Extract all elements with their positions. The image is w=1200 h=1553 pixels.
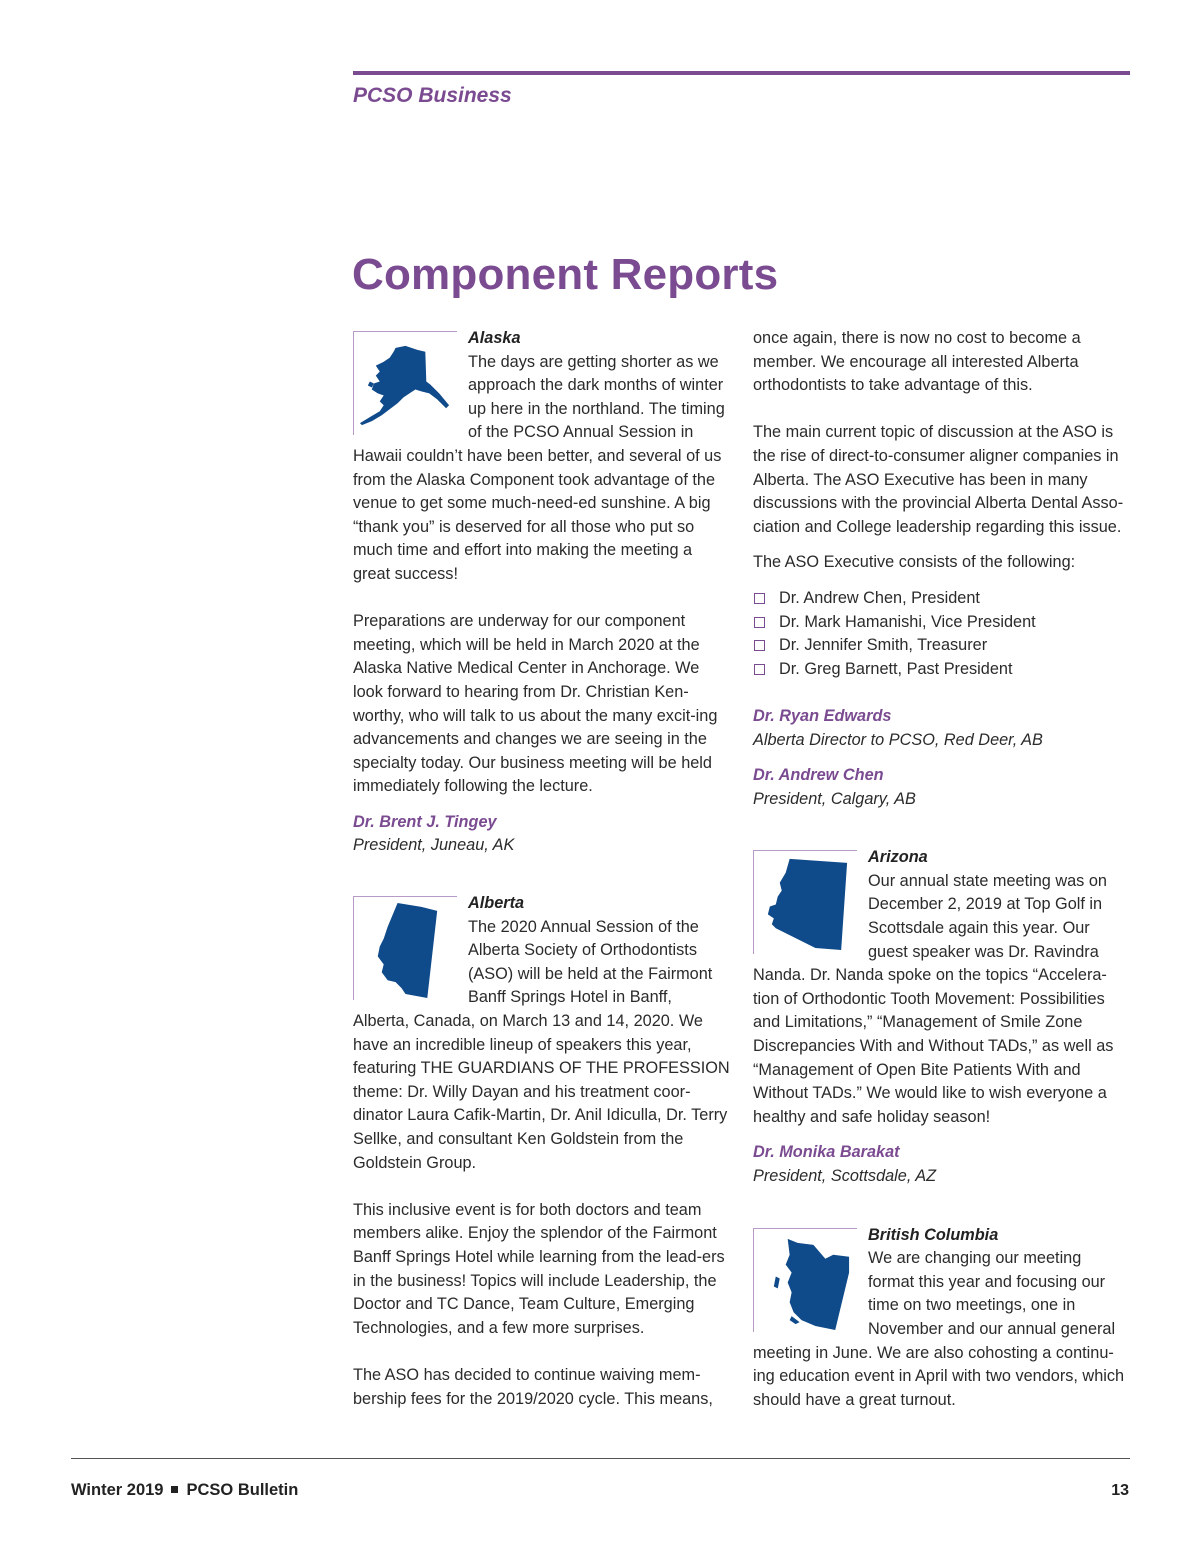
exec-intro: The ASO Executive consists of the following: xyxy=(753,553,1076,572)
alberta-paragraph-3: once again, there is now no cost to become a member. We encourage all interested Alberta orthodontists to take advantage of this. xyxy=(753,329,1081,395)
arizona-signature-title: President, Scottsdale, AZ xyxy=(753,1167,937,1185)
region-alaska: Alaska xyxy=(468,329,521,347)
alberta-signature-1-name: Dr. Ryan Edwards xyxy=(753,706,892,725)
alaska-paragraph-2: Preparations are underway for our component meeting, which will be held in March 2020 at the Alaska Native Medical Center in Anchorage. We look forward to hearing from Dr. Christian Ken-worthy, who will talk to us about the many excit-ing advancements and changes we are seeing in the specialty today. Our business meeting will be held immediately following the lecture. xyxy=(353,612,718,796)
alberta-signature-2-title: President, Calgary, AB xyxy=(753,789,916,808)
alaska-paragraph-1: The days are getting shorter as we approach the dark months of winter up here in the northland. The timing of the PCSO Annual Session in Hawaii couldn’t have been better, and several of us from the Alaska Component took advantage of the venue to get some much-need-ed sunshine. A big “thank you” is deserved for all those who put so much time and effort into making the meeting a great success! xyxy=(353,352,725,583)
bottom-rule xyxy=(71,1458,1130,1459)
list-item: Dr. Jennifer Smith, Treasurer xyxy=(753,634,1130,658)
arizona-signature-name: Dr. Monika Barakat xyxy=(753,1143,900,1162)
footer-publication: PCSO Bulletin xyxy=(186,1481,299,1499)
page-number: 13 xyxy=(1111,1482,1129,1499)
left-column xyxy=(353,327,730,1411)
region-british-columbia: British Columbia xyxy=(868,1225,999,1244)
alberta-paragraph-2: This inclusive event is for both doctors and team members alike. Enjoy the splendor of the Fairmont Banff Springs Hotel while learning from the lead-ers in the business! Topics will include Leadership, the Doctor and TC Dance, Team Culture, Emerging Technologies, and a few more surprises. xyxy=(353,1200,725,1337)
top-rule xyxy=(353,71,1130,75)
bc-paragraph-1: We are changing our meeting format this year and focusing our time on two meetings, one in November and our annual general meeting in June. We are also cohosting a continu-ing education event in April with two vendors, which should have a great turnout. xyxy=(753,1249,1125,1409)
right-column xyxy=(753,327,1130,1412)
exec-list xyxy=(753,587,1130,681)
list-item: Dr. Greg Barnett, Past President xyxy=(753,658,1130,682)
square-bullet-icon xyxy=(171,1486,178,1493)
alberta-signature-2-name: Dr. Andrew Chen xyxy=(753,766,884,785)
footer-left xyxy=(71,1481,298,1500)
list-item: Dr. Andrew Chen, President xyxy=(753,587,1130,611)
alberta-paragraph-3-start: The ASO has decided to continue waiving mem-bership fees for the 2019/2020 cycle. This means, xyxy=(353,1365,713,1408)
list-item: Dr. Mark Hamanishi, Vice President xyxy=(753,611,1130,635)
section-label: PCSO Business xyxy=(353,84,512,107)
arizona-map-icon xyxy=(753,850,857,954)
alberta-paragraph-4: The main current topic of discussion at the ASO is the rise of direct-to-consumer aligner companies in Alberta. The ASO Executive has been in many discussions with the provincial Alberta Dental Asso-ciation and College leadership regarding this issue. xyxy=(753,423,1124,536)
alberta-map-icon xyxy=(353,896,457,1000)
footer-issue: Winter 2019 xyxy=(71,1481,164,1499)
page-title: Component Reports xyxy=(352,250,779,299)
alaska-signature-name: Dr. Brent J. Tingey xyxy=(353,812,497,831)
region-arizona: Arizona xyxy=(868,848,928,867)
alberta-signature-1-title: Alberta Director to PCSO, Red Deer, AB xyxy=(753,730,1043,749)
alberta-paragraph-1: The 2020 Annual Session of the Alberta Society of Orthodontists (ASO) will be held at the Fairmont Banff Springs Hotel in Banff, Alberta, Canada, on March 13 and 14, 2020. We have an incredible lineup of speakers this year, featuring THE GUARDIANS OF THE PROFESSION theme: Dr. Willy Dayan and his treatment coor-dinator Laura Cafik-Martin, Dr. Anil Idiculla, Dr. Terry Sellke, and consultant Ken Goldstein from the Goldstein Group. xyxy=(353,917,730,1172)
arizona-paragraph-1: Our annual state meeting was on December 2, 2019 at Top Golf in Scottsdale again this year. Our guest speaker was Dr. Ravindra Nanda. Dr. Nanda spoke on the topics “Accelera-tion of Orthodontic Tooth Movement: Possibilities and Limitations,” “Management of Smile Zone Discrepancies With and Without TADs,” as well as “Management of Open Bite Patients With and Without TADs.” We would like to wish everyone a healthy and safe holiday season! xyxy=(753,871,1114,1126)
region-alberta: Alberta xyxy=(468,894,525,913)
alaska-map-icon xyxy=(353,331,457,435)
british-columbia-map-icon xyxy=(753,1228,857,1332)
alaska-signature-title: President, Juneau, AK xyxy=(353,836,515,855)
